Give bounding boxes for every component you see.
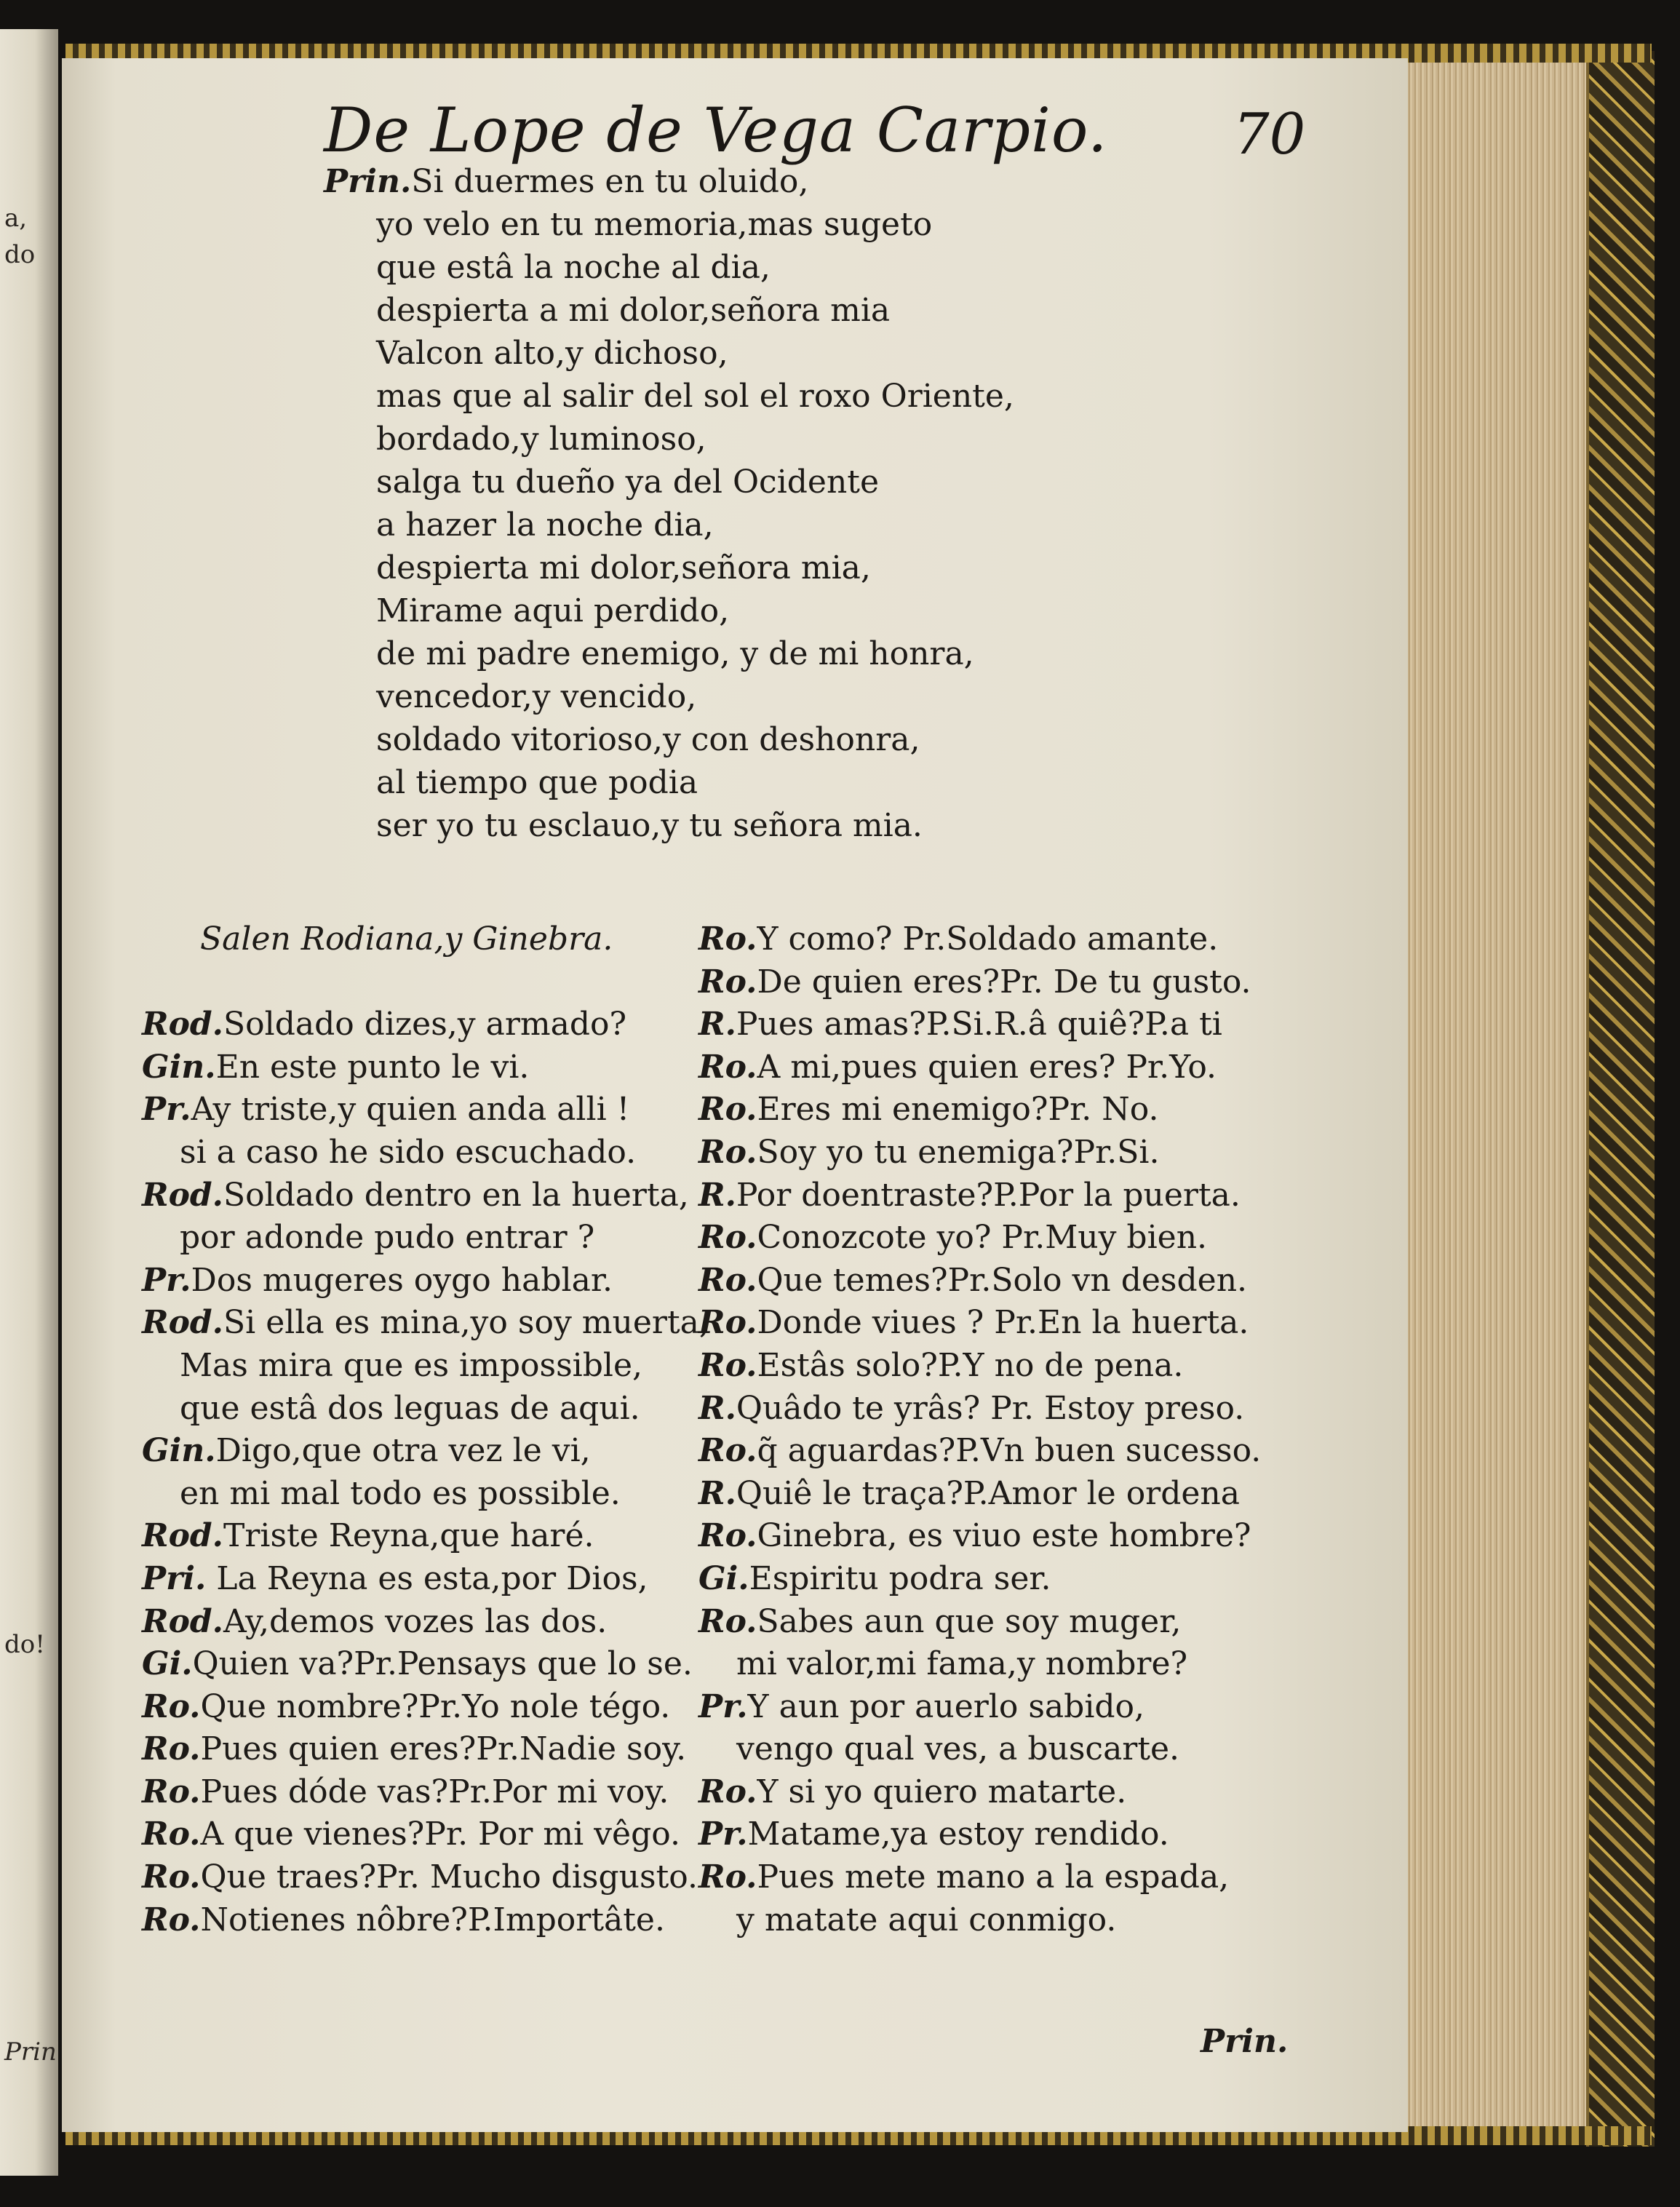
dialogue-line <box>142 1686 739 1729</box>
speaker-label: Gin. <box>142 1432 216 1470</box>
speaker-label: R. <box>698 1389 736 1427</box>
left-page-fragment <box>0 29 58 2176</box>
line-text: yo velo en tu memoria,mas sugeto <box>376 206 933 243</box>
dialogue-line <box>698 1643 1397 1686</box>
dialogue-line <box>142 1856 739 1899</box>
dialogue-line <box>698 1388 1397 1431</box>
dialogue-line <box>698 1345 1397 1388</box>
line-text: Eres mi enemigo?Pr. No. <box>757 1091 1159 1129</box>
line-text: Notienes nôbre?P.Importâte. <box>200 1901 665 1938</box>
dialogue-line <box>142 1302 739 1345</box>
left-fragment-text: Prin <box>4 2037 57 2067</box>
dialogue-line <box>142 1771 739 1814</box>
speaker-label: Gi. <box>142 1645 193 1683</box>
dialogue-line <box>698 1089 1397 1132</box>
line-text: Matame,ya estoy rendido. <box>747 1816 1169 1853</box>
running-head: De Lope de Vega Carpio. <box>324 95 1108 166</box>
dialogue-line <box>698 961 1397 1004</box>
dialogue-line <box>698 1260 1397 1303</box>
dialogue-line <box>698 918 1397 961</box>
dialogue-line <box>142 1217 739 1260</box>
dialogue-line <box>698 1132 1397 1174</box>
dialogue-line <box>698 1813 1397 1856</box>
verse-line <box>324 546 1197 589</box>
dialogue-line <box>142 1899 739 1942</box>
speaker-label: Ro. <box>142 1901 201 1938</box>
line-text: de mi padre enemigo, y de mi honra, <box>376 635 974 672</box>
verse-line <box>324 375 1197 418</box>
line-text: despierta mi dolor,señora mia, <box>376 549 871 586</box>
verse-line <box>324 804 1197 847</box>
speaker-label: Pr. <box>142 1091 191 1129</box>
speaker-label: Ro. <box>142 1816 201 1853</box>
line-text: ser yo tu esclauo,y tu señora mia. <box>376 807 923 844</box>
dialogue-line <box>142 1430 739 1473</box>
left-fragment-text: a, <box>4 204 28 233</box>
line-text: Soldado dentro en la huerta, <box>223 1176 689 1214</box>
speaker-label: Ro. <box>142 1687 201 1725</box>
verse-line <box>324 418 1197 461</box>
speaker-label: Rod. <box>142 1006 223 1043</box>
dialogue-line <box>142 1515 739 1558</box>
line-text: que estâ la noche al dia, <box>376 249 771 286</box>
dialogue-line <box>698 1601 1397 1644</box>
dialogue-line <box>698 1558 1397 1601</box>
line-text: En este punto le vi. <box>215 1048 530 1086</box>
catchword: Prin. <box>1201 2023 1289 2060</box>
line-text: despierta a mi dolor,señora mia <box>376 292 891 329</box>
speaker-label: Pr. <box>698 1816 748 1853</box>
verse-line <box>324 246 1197 289</box>
stage-direction: Salen Rodiana,y Ginebra. <box>200 920 613 958</box>
line-text: Y si yo quiero matarte. <box>757 1773 1127 1810</box>
speaker-label: Ro. <box>142 1730 201 1768</box>
dialogue-line <box>142 1558 739 1601</box>
speaker-label: Rod. <box>142 1517 223 1555</box>
dialogue-line <box>142 1174 739 1217</box>
dialogue-line <box>698 1473 1397 1516</box>
dialogue-line <box>698 1686 1397 1729</box>
speaker-label: Rod. <box>142 1176 223 1214</box>
dialogue-line <box>142 1643 739 1686</box>
line-text: Pues amas?P.Si.R.â quiê?P.a ti <box>736 1006 1222 1043</box>
speaker-label: R. <box>698 1006 736 1043</box>
speaker-label: Ro. <box>698 1773 757 1810</box>
line-text: Si duermes en tu oluido, <box>411 163 809 200</box>
dialogue-line <box>142 1089 739 1132</box>
line-text: Pues quien eres?Pr.Nadie soy. <box>200 1730 687 1768</box>
verse-line <box>324 461 1197 504</box>
line-text: La Reyna es esta,por Dios, <box>206 1559 648 1597</box>
line-text: Dos mugeres oygo hablar. <box>191 1261 613 1299</box>
line-text: al tiempo que podia <box>376 764 698 801</box>
line-text: a hazer la noche dia, <box>376 506 714 544</box>
line-text: Sabes aun que soy muger, <box>757 1602 1182 1640</box>
line-text: bordado,y luminoso, <box>376 421 706 458</box>
verse-block <box>324 160 1197 847</box>
line-text: A que vienes?Pr. Por mi vêgo. <box>200 1816 680 1853</box>
line-text: q̃ aguardas?P.Vn buen sucesso. <box>757 1432 1262 1470</box>
dialogue-line <box>142 1728 739 1771</box>
verse-line <box>324 160 1197 203</box>
line-text: en mi mal todo es possible. <box>180 1474 621 1512</box>
book-page <box>62 58 1408 2132</box>
line-text: Y aun por auerlo sabido, <box>747 1687 1145 1725</box>
line-text: Soldado dizes,y armado? <box>223 1006 627 1043</box>
line-text: Si ella es mina,yo soy muerta, <box>223 1304 709 1342</box>
speaker-label: Ro. <box>142 1773 201 1810</box>
speaker-label: Ro. <box>698 1304 757 1342</box>
speaker-label: Pri. <box>142 1559 207 1597</box>
speaker-label: Gi. <box>698 1559 749 1597</box>
line-text: Quiê le traça?P.Amor le ordena <box>736 1474 1240 1512</box>
speaker-label: R. <box>698 1474 736 1512</box>
dialogue-line <box>698 1174 1397 1217</box>
speaker-label: Rod. <box>142 1602 223 1640</box>
line-text: Que nombre?Pr.Yo nole tégo. <box>200 1687 671 1725</box>
speaker-label: Ro. <box>698 1133 757 1171</box>
line-text: Donde viues ? Pr.En la huerta. <box>757 1304 1249 1342</box>
speaker-label: Ro. <box>698 1091 757 1129</box>
verse-line <box>324 504 1197 546</box>
speaker-label: Gin. <box>142 1048 216 1086</box>
dialogue-line <box>698 1856 1397 1899</box>
dialogue-line <box>698 1899 1397 1942</box>
verse-line <box>324 718 1197 761</box>
speaker-label: Ro. <box>698 1432 757 1470</box>
line-text: y matate aqui conmigo. <box>736 1901 1117 1938</box>
verse-line <box>324 332 1197 375</box>
line-text: Quâdo te yrâs? Pr. Estoy preso. <box>736 1389 1245 1427</box>
dialogue-line <box>698 1430 1397 1473</box>
verse-line <box>324 589 1197 632</box>
dialogue-line <box>142 1388 739 1431</box>
dialogue-line <box>698 1003 1397 1046</box>
left-column <box>142 918 739 1941</box>
line-text: Mirame aqui perdido, <box>376 592 730 629</box>
line-text: vencedor,y vencido, <box>376 678 697 715</box>
line-text: Triste Reyna,que haré. <box>223 1517 594 1555</box>
dialogue-line <box>698 1046 1397 1089</box>
dialogue-line <box>142 1132 739 1174</box>
line-text: Que temes?Pr.Solo vn desden. <box>757 1261 1248 1299</box>
speaker-label: Ro. <box>698 1602 757 1640</box>
speaker-label: Pr. <box>142 1261 191 1299</box>
speaker-label: Ro. <box>698 1219 757 1257</box>
speaker-label: Pr. <box>698 1687 748 1725</box>
line-text: que estâ dos leguas de aqui. <box>180 1389 640 1427</box>
speaker-label: Ro. <box>698 1346 757 1384</box>
page-number: 70 <box>1233 102 1306 167</box>
line-text: por adonde pudo entrar ? <box>180 1219 595 1257</box>
dialogue-line <box>698 1302 1397 1345</box>
line-text: vengo qual ves, a buscarte. <box>736 1730 1180 1768</box>
dialogue-line <box>698 1728 1397 1771</box>
dialogue-line <box>698 1771 1397 1814</box>
line-text: Mas mira que es impossible, <box>180 1346 642 1384</box>
speaker-label: Ro. <box>698 920 757 958</box>
verse-line <box>324 289 1197 332</box>
left-fragment-text: do <box>4 240 36 269</box>
left-fragment-text: do! <box>4 1630 45 1659</box>
line-text: Por doentraste?P.Por la puerta. <box>736 1176 1241 1214</box>
verse-line <box>324 675 1197 718</box>
verse-line <box>324 632 1197 675</box>
line-text: soldado vitorioso,y con deshonra, <box>376 721 920 758</box>
line-text: Pues dóde vas?Pr.Por mi voy. <box>200 1773 669 1810</box>
dialogue-line <box>698 1217 1397 1260</box>
line-text: Espiritu podra ser. <box>749 1559 1051 1597</box>
speaker-label: Ro. <box>698 1048 757 1086</box>
speaker-label: Ro. <box>698 1517 757 1555</box>
speaker-label: Ro. <box>698 963 757 1001</box>
line-text: Que traes?Pr. Mucho disgusto. <box>200 1858 698 1896</box>
dialogue-line <box>142 1046 739 1089</box>
gilt-border-right <box>1586 51 1655 2147</box>
line-text: salga tu dueño ya del Ocidente <box>376 464 880 501</box>
line-text: Digo,que otra vez le vi, <box>215 1432 591 1470</box>
dialogue-line <box>142 1260 739 1303</box>
line-text: Ginebra, es viuo este hombre? <box>757 1517 1251 1555</box>
line-text: Conozcote yo? Pr.Muy bien. <box>757 1219 1208 1257</box>
line-text: Soy yo tu enemiga?Pr.Si. <box>757 1133 1160 1171</box>
spacer <box>142 961 739 1004</box>
line-text: mas que al salir del sol el roxo Oriente, <box>376 378 1014 415</box>
speaker-label: Ro. <box>698 1261 757 1299</box>
speaker-label: Ro. <box>142 1858 201 1896</box>
line-text: A mi,pues quien eres? Pr.Yo. <box>757 1048 1217 1086</box>
speaker-label: Ro. <box>698 1858 757 1896</box>
line-text: Y como? Pr.Soldado amante. <box>757 920 1219 958</box>
verse-line <box>324 761 1197 804</box>
speaker-label: R. <box>698 1176 736 1214</box>
speaker-label: Rod. <box>142 1304 223 1342</box>
dialogue-line <box>142 1003 739 1046</box>
dialogue-line <box>142 1601 739 1644</box>
dialogue-line <box>142 1473 739 1516</box>
line-text: Estâs solo?P.Y no de pena. <box>757 1346 1184 1384</box>
line-text: Ay,demos vozes las dos. <box>223 1602 608 1640</box>
line-text: Pues mete mano a la espada, <box>757 1858 1230 1896</box>
speaker-label: Prin. <box>324 163 412 200</box>
verse-line <box>324 203 1197 246</box>
line-text: Ay triste,y quien anda alli ! <box>191 1091 630 1129</box>
line-text: si a caso he sido escuchado. <box>180 1133 637 1171</box>
line-text: Valcon alto,y dichoso, <box>376 335 728 372</box>
dialogue-line <box>142 1345 739 1388</box>
dialogue-line <box>142 1813 739 1856</box>
dialogue-line <box>698 1515 1397 1558</box>
line-text: mi valor,mi fama,y nombre? <box>736 1645 1188 1683</box>
right-column <box>698 918 1397 1941</box>
line-text: Quien va?Pr.Pensays que lo se. <box>192 1645 693 1683</box>
line-text: De quien eres?Pr. De tu gusto. <box>757 963 1251 1001</box>
